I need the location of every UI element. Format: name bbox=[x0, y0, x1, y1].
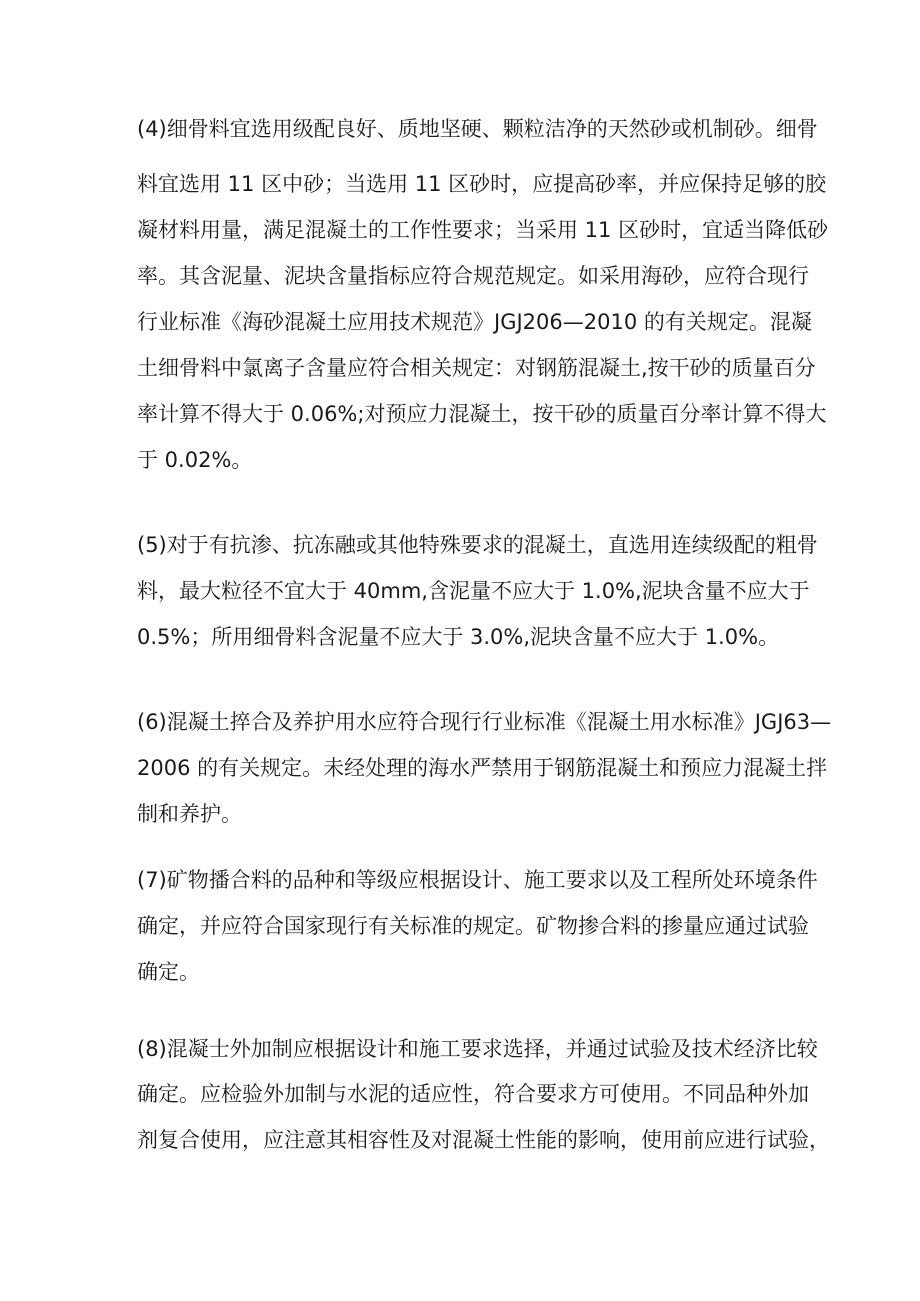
text-line: 料，最大粒径不宜大于 40mm,含泥量不应大于 1.0%,泥块含量不应大于 bbox=[137, 579, 810, 603]
text-line: 凝材料用量，满足混凝土的工作性要求；当采用 11 区砂时，宜适当降低砂 bbox=[137, 218, 829, 242]
text-line: 制和养护。 bbox=[137, 802, 242, 826]
text-line: 确定，并应符合国家现行有关标准的规定。矿物掺合料的掺量应通过试验 bbox=[137, 914, 809, 938]
text-line: (7)矿物播合料的品种和等级应根据设计、施工要求以及工程所处环境条件 bbox=[137, 868, 818, 892]
text-line: 0.5%；所用细骨料含泥量不应大于 3.0%,泥块含量不应大于 1.0%。 bbox=[137, 625, 780, 649]
text-line: 行业标准《海砂混凝土应用技术规范》JGJ206—2010 的有关规定。混凝 bbox=[137, 310, 812, 334]
text-line: 料宜选用 11 区中砂；当选用 11 区砂时，应提高砂率，并应保持足够的胶 bbox=[137, 172, 827, 196]
text-line: 于 0.02%。 bbox=[137, 448, 253, 472]
text-line: 确定。应检验外加制与水泥的适应性，符合要求方可使用。不同品种外加 bbox=[137, 1082, 809, 1106]
text-line: 率。其含泥量、泥块含量指标应符合规范规定。如采用海砂，应符合现行 bbox=[137, 264, 809, 288]
text-line: 率计算不得大于 0.06%;对预应力混凝土，按干砂的质量百分率计算不得大 bbox=[137, 402, 827, 426]
text-line: (8)混凝士外加制应根据设计和施工要求选择，并通过试验及技术经济比较 bbox=[137, 1037, 818, 1061]
text-line: 确定。 bbox=[137, 960, 200, 984]
text-line: 土细骨料中氯离子含量应符合相关规定：对钢筋混凝土,按干砂的质量百分 bbox=[137, 356, 816, 380]
text-line: (5)对于有抗渗、抗冻融或其他特殊要求的混凝土，直选用连续级配的粗骨 bbox=[137, 533, 818, 557]
text-line: 2006 的有关规定。未经处理的海水严禁用于钢筋混凝土和预应力混凝土拌 bbox=[137, 756, 828, 780]
text-line: (4)细骨料宜选用级配良好、质地坚硬、颗粒洁净的天然砂或机制砂。细骨 bbox=[137, 117, 818, 141]
text-line: (6)混凝土捽合及养护用水应符合现行行业标准《混凝土用水标准》JGJ63— bbox=[137, 710, 832, 734]
text-line: 剂复合使用，应注意其相容性及对混凝土性能的影响，使用前应进行试验， bbox=[137, 1128, 830, 1152]
